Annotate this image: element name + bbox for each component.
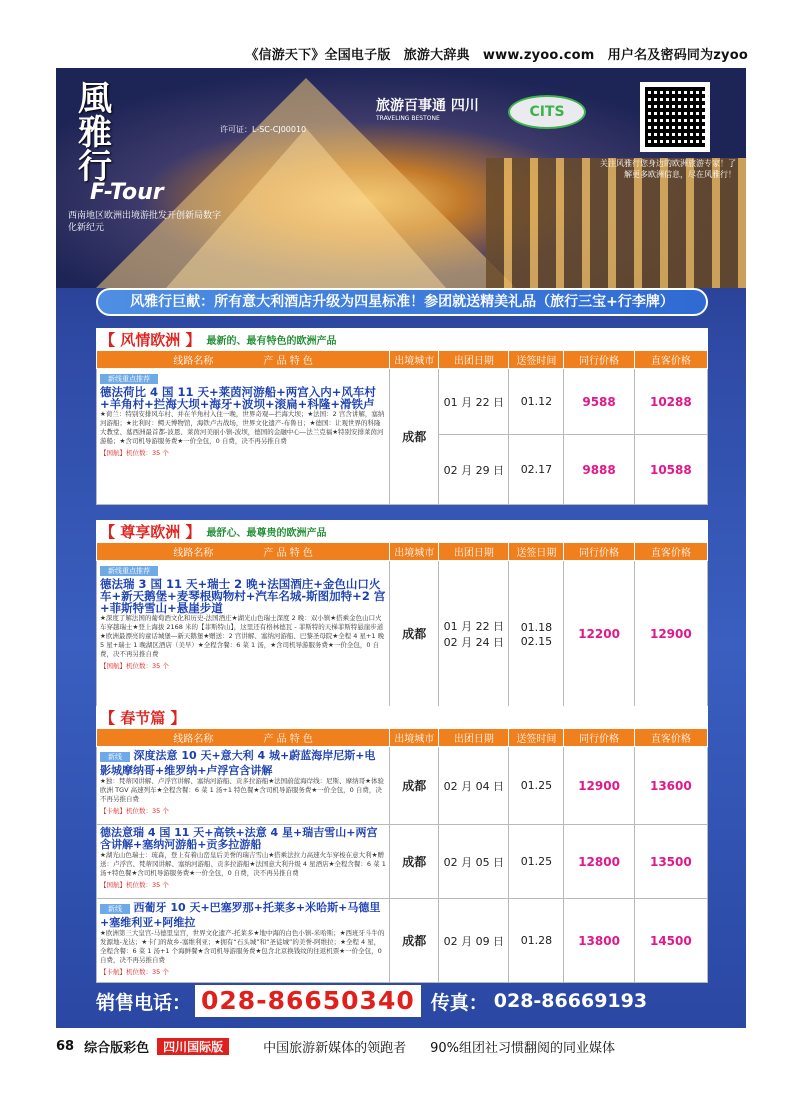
- departure-city: 成都: [390, 369, 439, 505]
- depart-date: 02 月 29 日: [439, 435, 509, 505]
- route-title: 西葡牙 10 天+巴塞罗那+托莱多+米哈斯+马德里+塞维利亚+阿维拉: [100, 901, 381, 929]
- peer-price: 12800: [564, 825, 634, 899]
- phone-number[interactable]: 028-86650340: [195, 985, 421, 1017]
- route-table: [96, 728, 708, 983]
- new-route-badge: 新线重点推荐: [100, 374, 158, 384]
- visa-date: 01.18 02.15: [509, 561, 564, 707]
- brand-slogan: 西南地区欧洲出境游批发开创新局数字化新纪元: [68, 211, 222, 233]
- sales-contact: [96, 982, 708, 1020]
- departure-city: 成都: [390, 825, 439, 899]
- visa-date: 01.12: [509, 369, 564, 435]
- direct-price: 10288: [634, 369, 707, 435]
- section-tag: 最舒心、最尊贵的欧洲产品: [206, 527, 327, 539]
- col-header: 直客价格: [634, 543, 707, 561]
- col-header: 出团日期: [439, 543, 509, 561]
- route-details: ★欧洲第三大皇宫-马德里皇宫，世界文化遗产-托莱多★地中海的白色小镇-米哈斯；★西班牙斗牛的发源地-龙达；★卡门的故乡-塞维利亚；★拥有“石头城”和“圣徒城”的美誉-阿维拉；★全程 4 星，全程含餐：6 菜 1 汤+1 个海鲜餐★含司机导游服务费★包含北京换钱纹的往返机票★一价全包，0 自费，决不再另推自费: [100, 929, 385, 964]
- new-route-badge: 新线: [100, 752, 130, 762]
- brand-logo: 風雅行: [78, 79, 112, 187]
- departure-city: 成都: [390, 561, 439, 707]
- phone-label: 销售电话：: [96, 991, 192, 1014]
- section-title: 【 尊享欧洲 】: [100, 522, 201, 541]
- route-table: [96, 542, 708, 707]
- promo-banner: 风雅行巨献：所有意大利酒店升级为四星标准！参团就送精美礼品（旅行三宝+行李牌）: [96, 288, 708, 316]
- col-header: 出团日期: [439, 729, 509, 747]
- new-route-badge: 新线重点推荐: [100, 566, 158, 576]
- route-table: [96, 350, 708, 505]
- seat-info: 【国航】机位数：35 个: [100, 662, 169, 670]
- page-footer: [56, 1037, 746, 1056]
- peer-price: 12900: [564, 747, 634, 825]
- partner-logo-bestone: 旅游百事通 四川 TRAVELING BESTONE: [376, 98, 479, 122]
- direct-price: 13600: [634, 747, 707, 825]
- direct-price: 13500: [634, 825, 707, 899]
- col-header: 出境城市: [390, 543, 439, 561]
- section-chunjie: [96, 706, 708, 983]
- peer-price: 9888: [564, 435, 634, 505]
- departure-city: 成都: [390, 899, 439, 983]
- route-feature[interactable]: [97, 369, 390, 505]
- visa-date: 02.17: [509, 435, 564, 505]
- edition-label: 综合版彩色: [84, 1041, 150, 1056]
- col-header: 送签时间: [509, 729, 564, 747]
- footer-slogan: 中国旅游新媒体的领跑者: [263, 1041, 407, 1056]
- section-title: 【 风情欧洲 】: [100, 330, 201, 349]
- direct-price: 10588: [634, 435, 707, 505]
- depart-date: 02 月 04 日: [439, 747, 509, 825]
- section-title: 【 春节篇 】: [100, 708, 186, 727]
- seat-info: 【国航】机位数：35 个: [100, 881, 169, 889]
- footer-slogan-2: 90%组团社习惯翻阅的同业媒体: [430, 1041, 616, 1056]
- license-number: 许可证：L-SC-CJ00010: [220, 125, 307, 134]
- qr-caption: 关注风雅行您身边的欧洲旅游专家！了解更多欧洲信息，尽在风雅行！: [600, 159, 736, 179]
- col-header: 直客价格: [634, 351, 707, 369]
- col-header: 直客价格: [634, 729, 707, 747]
- route-details: ★湖光山色瑞士：琉森，登上有着山峦皇后美誉的瑞吉雪山★搭乘法拉力高速火车穿梭在意大利★赠送：卢浮宫、梵蒂冈讲解、塞纳河游船、贡多拉游船★法国意大利升级 4 星酒店★全程含餐：6 菜 1 汤+特色餐★含司机导游服务费★一价全包，0 自费，决不再另推自费: [100, 851, 386, 877]
- depart-date: 01 月 22 日 02 月 24 日: [439, 561, 509, 707]
- col-header: 线路名称 产 品 特 色: [97, 543, 390, 561]
- col-header: 送签时间: [509, 351, 564, 369]
- page-number: 68: [56, 1039, 75, 1054]
- col-header: 送签日期: [509, 543, 564, 561]
- visa-date: 01.25: [509, 825, 564, 899]
- depart-date: 02 月 05 日: [439, 825, 509, 899]
- col-header: 线路名称 产 品 特 色: [97, 351, 390, 369]
- direct-price: 12900: [634, 561, 707, 707]
- route-title: 德法瑞 3 国 11 天+瑞士 2 晚+法国酒庄+金色山口火车+新天鹅堡+麦琴根购物村+汽车名城-斯图加特+2 宫+菲斯特雪山+悬崖步道: [100, 577, 386, 615]
- visa-date: 01.28: [509, 899, 564, 983]
- section-fengqing: [96, 328, 708, 505]
- fax-number: 028-86669193: [493, 990, 648, 1012]
- route-details: ★深度了解法国的葡萄酒文化和历史-法国酒庄★湖光山色瑞士深度 2 晚：双小镇★搭乘金色山口火车穿越瑞士★登上海拔 2168 米的【菲斯特山】，这里还有格林德瓦 - 菲斯特的天梯菲斯特悬崖步道★欧洲最漂亮的童话城堡—新天鹅堡★赠送：2 宫讲解、塞纳河游船、巴黎圣母院★全程 4 星+1 晚 5 星+瑞士 1 晚湖区酒店（美早）★全程含餐：6 菜 1 汤，★含司机导游服务费★一价全包，0 自费，决不再另推自费: [100, 614, 385, 658]
- peer-price: 12200: [564, 561, 634, 707]
- direct-price: 14500: [634, 899, 707, 983]
- route-details: ★独：梵蒂冈讲解、卢浮宫讲解、塞纳河游船、贡多拉游船★法国蔚蓝海岸线：尼斯、摩纳哥★体验欧洲 TGV 高速列车★全程含餐：6 菜 1 汤+1 特色餐★含司机导游服务费★一价全包，0 自费，决不再另推自费: [100, 777, 384, 803]
- route-details: ★荷兰：特别安排风车村、并在羊角村入住一晚，世界奇观—拦海大坝；★法国：2 宫含讲解，塞纳河游船；★比利时：鳄天博物馆，海铁卢古战场，世界文化遗产-布鲁日；★德国：让观世界的科隆大教堂、墓西洲最首都-波恩、莱茵河美丽小镇-波坝，德国的金融中心—法兰克福★特别安排莱茵河游船；★含司机导游服务费★一价全包，0 自费，决不再另推自费: [100, 410, 385, 445]
- brand-logo-en: F-Tour: [90, 180, 164, 205]
- section-zunxiang: [96, 520, 708, 707]
- departure-city: 成都: [390, 747, 439, 825]
- fax-label: 传真：: [430, 991, 488, 1014]
- col-header: 出团日期: [439, 351, 509, 369]
- col-header: 同行价格: [564, 543, 634, 561]
- section-tag: 最新的、最有特色的欧洲产品: [206, 335, 337, 347]
- route-feature[interactable]: [97, 561, 390, 707]
- col-header: 线路名称 产 品 特 色: [97, 729, 390, 747]
- peer-price: 13800: [564, 899, 634, 983]
- edition-tag: 四川国际版: [157, 1038, 229, 1055]
- col-header: 同行价格: [564, 351, 634, 369]
- col-header: 出境城市: [390, 729, 439, 747]
- route-title: 深度法意 10 天+意大利 4 城+蔚蓝海岸尼斯+电影城摩纳哥+维罗纳+卢浮宫含讲解: [100, 749, 376, 777]
- seat-info: 【国航】机位数：35 个: [100, 449, 169, 457]
- route-feature[interactable]: [97, 825, 390, 899]
- seat-info: 【卡航】机位数：35 个: [100, 968, 169, 976]
- col-header: 出境城市: [390, 351, 439, 369]
- seat-info: 【卡航】机位数：35 个: [100, 807, 169, 815]
- pyramid-glow-shape: [166, 128, 446, 288]
- route-title: 德法意瑞 4 国 11 天+高铁+法意 4 星+瑞吉雪山+两宫含讲解+塞纳河游船+贡多拉游船: [100, 826, 378, 851]
- route-title: 德法荷比 4 国 11 天+莱茵河游船+两宫入内+风车村+羊角村+拦海大坝+海牙+波坝+滚扁+科隆+滑铁卢: [100, 385, 376, 411]
- route-feature[interactable]: [97, 747, 390, 825]
- visa-date: 01.25: [509, 747, 564, 825]
- route-feature[interactable]: [97, 899, 390, 983]
- depart-date: 02 月 09 日: [439, 899, 509, 983]
- new-route-badge: 新线: [100, 904, 130, 914]
- peer-price: 9588: [564, 369, 634, 435]
- header-topline: 《信游天下》全国电子版 旅游大辞典 www.zyoo.com 用户名及密码同为zyoo: [245, 48, 748, 63]
- qr-code-icon[interactable]: [640, 82, 710, 152]
- partner-logo-cits: CITS: [508, 95, 586, 129]
- depart-date: 01 月 22 日: [439, 369, 509, 435]
- col-header: 同行价格: [564, 729, 634, 747]
